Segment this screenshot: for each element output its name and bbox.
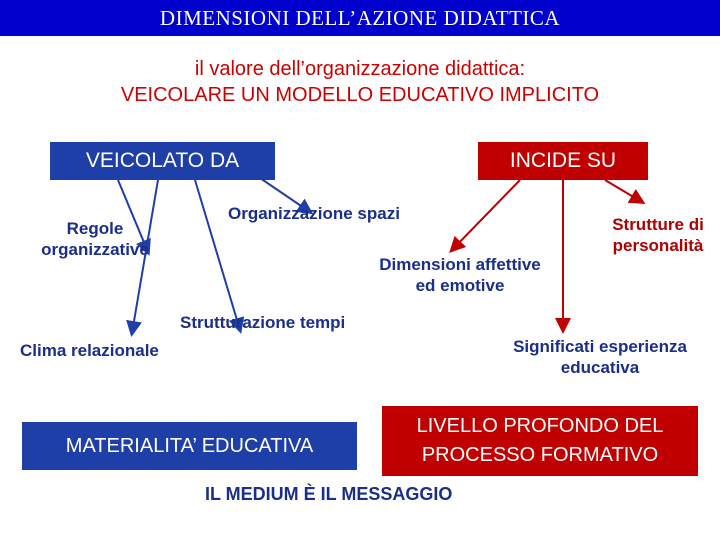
arrow-to-dimensioni xyxy=(452,180,520,250)
strutture-line-2: personalità xyxy=(612,236,704,255)
regole-line-1: Regole xyxy=(66,219,124,238)
clima-relazionale: Clima relazionale xyxy=(20,341,159,360)
livello-profondo-box xyxy=(382,406,698,476)
subtitle-line-1: il valore dell’organizzazione didattica: xyxy=(194,58,526,80)
subtitle-line-2: VEICOLARE UN MODELLO EDUCATIVO IMPLICITO xyxy=(120,84,600,106)
organizzazione-spazi: Organizzazione spazi xyxy=(228,204,400,223)
medium-messaggio: IL MEDIUM È IL MESSAGGIO xyxy=(205,484,453,504)
dimensioni-line-1: Dimensioni affettive xyxy=(379,255,541,274)
significati-line-2: educativa xyxy=(560,358,640,377)
veicolato-da-box: VEICOLATO DA xyxy=(50,142,275,180)
significati-esperienza xyxy=(495,336,705,378)
incide-su-box: INCIDE SU xyxy=(478,142,648,180)
dimensioni-line-2: ed emotive xyxy=(415,276,505,295)
materialita-educativa-box: MATERIALITA’ EDUCATIVA xyxy=(22,422,357,470)
strutture-di-personalita xyxy=(600,214,716,256)
livello-line-2: PROCESSO FORMATIVO xyxy=(421,444,659,466)
regole-line-2: organizzative xyxy=(41,240,149,259)
strutture-line-1: Strutture di xyxy=(612,215,704,234)
arrow-to-strutture xyxy=(605,180,642,202)
significati-line-1: Significati esperienza xyxy=(513,337,687,356)
strutturazione-tempi: Strutturazione tempi xyxy=(180,313,346,332)
regole-organizzative xyxy=(30,218,160,260)
livello-line-1: LIVELLO PROFONDO DEL xyxy=(416,415,664,437)
dimensioni-affettive xyxy=(360,254,560,296)
page-title: DIMENSIONI DELL’AZIONE DIDATTICA xyxy=(0,0,720,36)
